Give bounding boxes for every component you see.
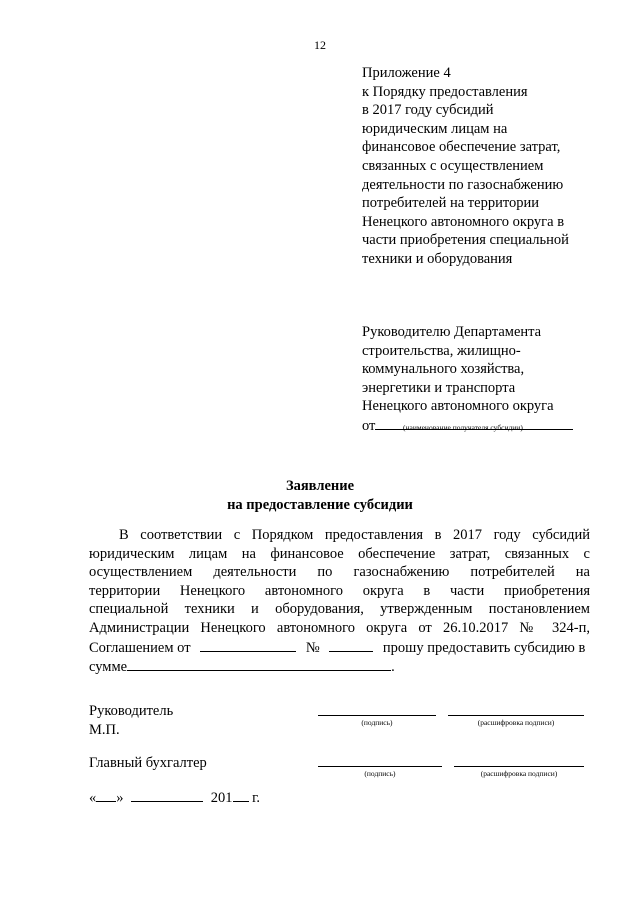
seal-label: М.П. <box>89 722 120 738</box>
appendix-line: потребителей на территории <box>362 195 540 212</box>
month-field[interactable] <box>131 788 203 802</box>
recipient-line: Руководителю Департамента <box>362 324 542 340</box>
date-open-quote: « <box>89 790 97 806</box>
document-subtitle: на предоставление субсидии <box>227 497 413 513</box>
agreement-number-field[interactable] <box>329 638 373 652</box>
from-label: от <box>362 417 376 434</box>
amount-row <box>89 657 590 677</box>
year-field[interactable] <box>233 788 249 802</box>
request-text: прошу предоставить субсидию в <box>382 639 586 656</box>
accountant-decode-caption: (расшифровка подписи) <box>480 769 558 778</box>
body-line: осуществлением деятельности по газоснабжению потребителей на <box>89 564 590 581</box>
date-row <box>89 788 260 808</box>
head-decode-field[interactable] <box>448 715 584 716</box>
head-label: Руководитель <box>89 703 174 719</box>
recipient-name-caption: (наименование получателя субсидии) <box>403 423 523 432</box>
application-body <box>89 526 590 677</box>
date-close-quote: » <box>116 790 124 806</box>
year-suffix: г. <box>252 790 261 806</box>
head-signature-field[interactable] <box>318 715 436 716</box>
body-line: специальной техники и оборудования, утвержденным постановлением <box>89 601 590 618</box>
appendix-line: техники и оборудования <box>362 250 513 267</box>
amount-label: сумме <box>89 659 128 676</box>
appendix-header <box>362 64 569 269</box>
accountant-signature-caption: (подпись) <box>364 769 396 778</box>
appendix-line: к Порядку предоставления <box>362 83 528 100</box>
appendix-line: части приобретения специальной <box>362 232 569 249</box>
agreement-number-label: № <box>305 639 320 656</box>
appendix-line: Ненецкого автономного округа в <box>362 213 565 230</box>
year-prefix: 201 <box>210 790 233 806</box>
body-line: юридическим лицам на финансовое обеспечение затрат, связанных с <box>89 545 590 562</box>
appendix-line: деятельности по газоснабжению <box>362 176 564 193</box>
document-title: Заявление <box>285 478 355 494</box>
body-line: Администрации Ненецкого автономного округа от 26.10.2017 № 324-п, <box>89 619 590 636</box>
amount-field[interactable] <box>127 657 391 671</box>
accountant-signature-field[interactable] <box>318 766 442 767</box>
appendix-line: Приложение 4 <box>362 65 451 81</box>
appendix-line: финансовое обеспечение затрат, <box>362 139 561 156</box>
agreement-row <box>89 638 590 658</box>
accountant-decode-field[interactable] <box>454 766 584 767</box>
body-line: В соответствии с Порядком предоставления в 2017 году субсидий <box>119 527 590 543</box>
recipient-line: энергетики и транспорта <box>362 379 516 396</box>
recipient-line: Ненецкого автономного округа <box>362 398 554 415</box>
day-field[interactable] <box>96 788 116 802</box>
recipient-block <box>362 323 573 436</box>
agreement-date-field[interactable] <box>200 638 296 652</box>
recipient-line: строительства, жилищно- <box>362 342 521 359</box>
agreement-label: Соглашением от <box>89 639 191 656</box>
recipient-line: коммунального хозяйства, <box>362 361 525 378</box>
body-line: территории Ненецкого автономного округа в части приобретения <box>89 582 590 599</box>
amount-end: . <box>391 659 395 676</box>
appendix-line: в 2017 году субсидий <box>362 102 494 119</box>
head-signature-caption: (подпись) <box>361 718 393 727</box>
appendix-line: связанных с осуществлением <box>362 157 544 174</box>
page-number: 12 <box>314 38 326 52</box>
accountant-label: Главный бухгалтер <box>89 755 207 771</box>
appendix-line: юридическим лицам на <box>362 120 508 137</box>
head-decode-caption: (расшифровка подписи) <box>477 718 555 727</box>
